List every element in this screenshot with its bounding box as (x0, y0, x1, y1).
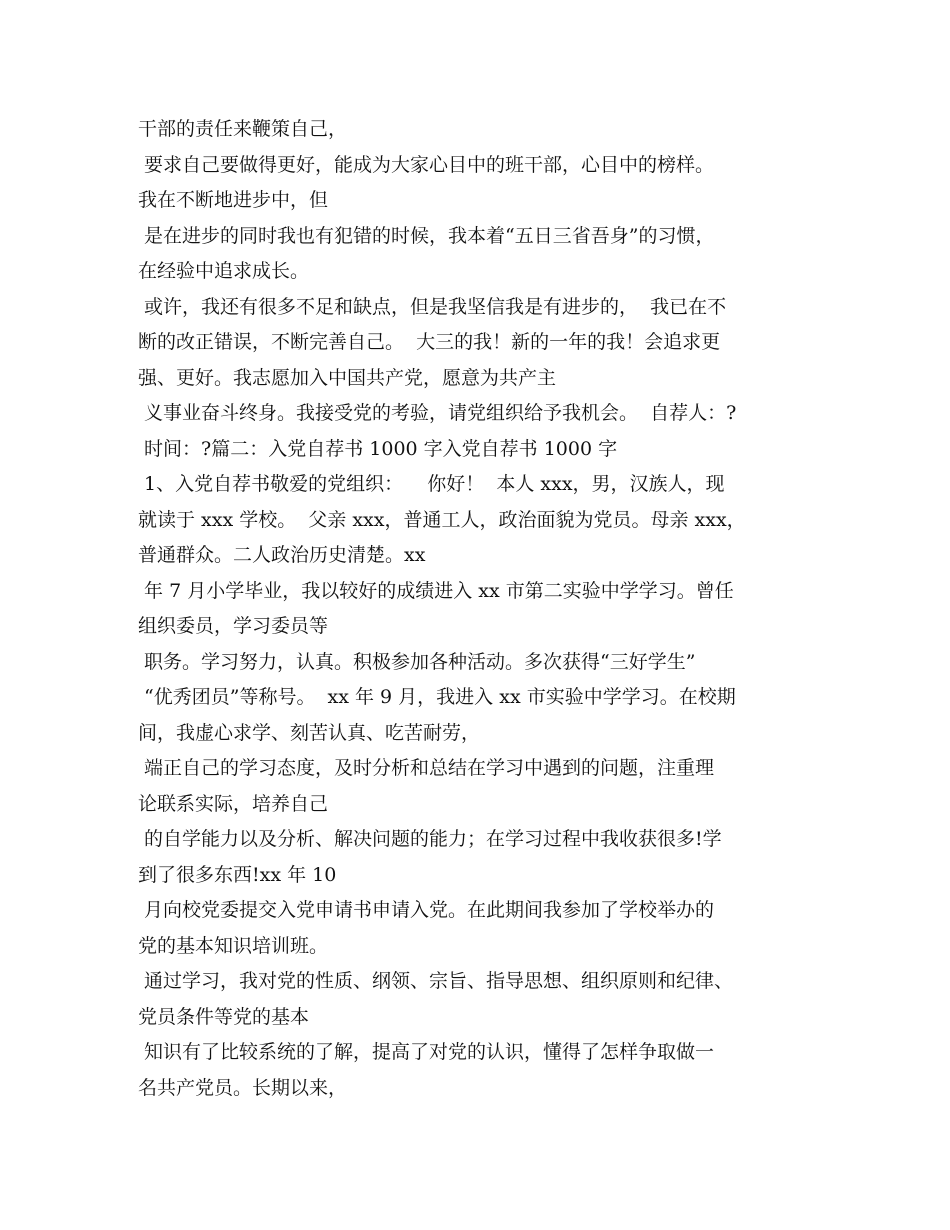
text-line-2: 要求自己要做得更好，能成为大家心目中的班干部，心目中的榜样。 (138, 153, 715, 176)
text-line-10: 时间：?篇二：入党自荐书 1000 字入党自荐书 1000 字 (138, 437, 618, 460)
text-line-11: 1、入党自荐书敬爱的党组织： 你好！ 本人 xxx，男，汉族人，现 (138, 473, 725, 495)
text-line-1: 干部的责任来鞭策自己， (138, 118, 348, 140)
text-line-3: 我在不断地进步中，但 (138, 189, 329, 211)
text-line-9: 义事业奋斗终身。我接受党的考验，请党组织给予我机会。 自荐人：? (138, 402, 737, 424)
text-line-13: 普通群众。二人政治历史清楚。xx (138, 544, 426, 566)
text-line-4: 是在进步的同时我也有犯错的时候，我本着“五日三省吾身”的习惯， (138, 224, 715, 247)
text-line-7: 断的改正错误，不断完善自己。 大三的我！新的一年的我！会追求更 (138, 331, 721, 353)
document-body-text (138, 112, 828, 1106)
text-line-19: 端正自己的学习态度，及时分析和总结在学习中遇到的问题，注重理 (138, 757, 715, 779)
text-line-15: 组织委员，学习委员等 (138, 615, 329, 637)
text-line-8: 强、更好。我志愿加入中国共产党，愿意为共产主 (138, 366, 557, 389)
text-line-21: 的自学能力以及分析、解决问题的能力；在学习过程中我收获很多!学 (138, 828, 722, 850)
text-line-26: 党员条件等党的基本 (138, 1005, 310, 1028)
text-line-23: 月向校党委提交入党申请书申请入党。在此期间我参加了学校举办的 (138, 899, 715, 921)
text-line-20: 论联系实际，培养自己 (138, 792, 329, 815)
text-line-6: 或许，我还有很多不足和缺点，但是我坚信我是有进步的， 我已在不 (138, 295, 727, 318)
text-line-24: 党的基本知识培训班。 (138, 934, 329, 957)
text-line-5: 在经验中追求成长。 (138, 260, 310, 282)
text-line-25: 通过学习，我对党的性质、纲领、宗旨、指导思想、组织原则和纪律、 (138, 970, 734, 992)
text-line-12: 就读于 xxx 学校。 父亲 xxx，普通工人，政治面貌为党员。母亲 xxx， (138, 508, 746, 531)
text-line-22: 到了很多东西!xx 年 10 (138, 863, 337, 886)
text-line-18: 间，我虚心求学、刻苦认真、吃苦耐劳， (138, 721, 481, 744)
text-line-14: 年 7 月小学毕业，我以较好的成绩进入 xx 市第二实验中学学习。曾任 (138, 579, 734, 602)
text-line-27: 知识有了比较系统的了解，提高了对党的认识，懂得了怎样争取做一 (138, 1041, 715, 1063)
text-line-17: “优秀团员”等称号。 xx 年 9 月，我进入 xx 市实验中学学习。在校期 (138, 686, 736, 708)
text-line-16: 职务。学习努力，认真。积极参加各种活动。多次获得“三好学生” (138, 650, 696, 673)
text-line-28: 名共产党员。长期以来， (138, 1076, 348, 1099)
